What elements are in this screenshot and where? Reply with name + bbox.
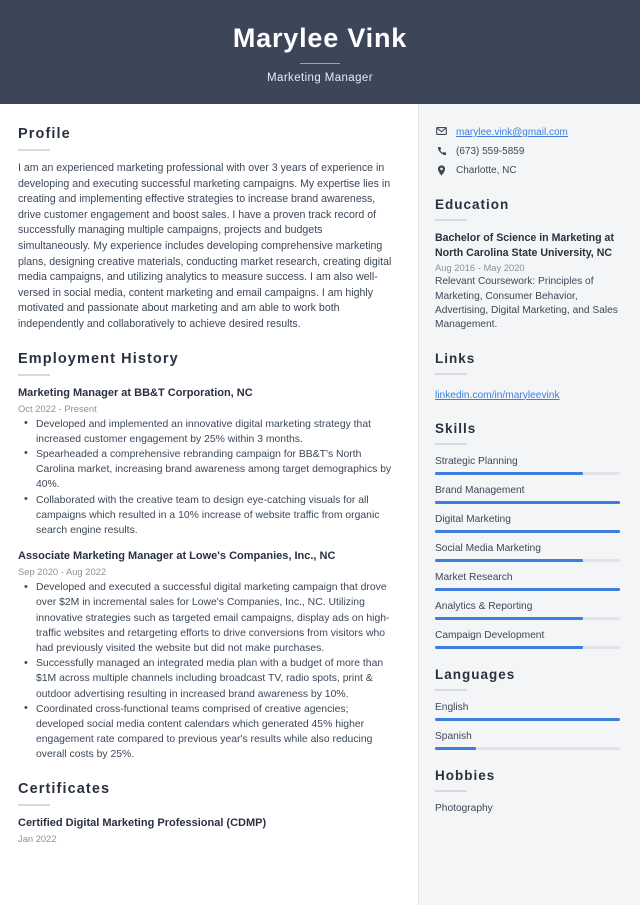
hobbies-heading: Hobbies — [435, 767, 496, 783]
job-bullet-list — [18, 417, 396, 539]
language-bar-fill — [435, 718, 620, 721]
language-label: English — [435, 701, 469, 713]
skills-heading-divider — [435, 443, 467, 445]
contact-row-location — [435, 164, 620, 177]
phone-value: (673) 559-5859 — [456, 146, 525, 157]
language-item — [435, 701, 620, 721]
job-date: Sep 2020 - Aug 2022 — [18, 566, 107, 578]
job-bullet: • Developed and executed a successful digital marketing campaign that drove over $2M in incremental sales for Lowe's Companies, Inc., NC. Utilizing innovative strategies such as targeted email campaigns, display ads on high-traffic websites and retargeting efforts to drive conversions from visitors who had previously visited the website but did not make purchases. — [18, 580, 396, 656]
section-languages — [435, 667, 620, 750]
section-links — [435, 351, 620, 403]
links-heading: Links — [435, 350, 476, 366]
language-label: Spanish — [435, 730, 472, 742]
skill-bar-fill — [435, 617, 583, 620]
profile-heading-divider — [18, 149, 50, 151]
linkedin-link[interactable]: linkedin.com/in/maryleevink — [435, 389, 560, 401]
job-entry — [18, 386, 396, 539]
skill-bar-fill — [435, 646, 583, 649]
skill-label: Brand Management — [435, 484, 525, 496]
job-bullet: • Collaborated with the creative team to design eye-catching visuals for all campaigns which resulted in a 10% increase of website traffic from organic search engine results. — [18, 493, 396, 539]
resume-body — [0, 104, 640, 905]
section-hobbies — [435, 768, 620, 816]
skill-bar-fill — [435, 559, 583, 562]
education-heading-divider — [435, 219, 467, 221]
skill-label: Market Research — [435, 571, 513, 583]
section-profile — [18, 126, 396, 333]
header-divider — [300, 63, 340, 64]
skills-heading: Skills — [435, 420, 477, 436]
skill-item — [435, 513, 620, 533]
education-title: Bachelor of Science in Marketing at North Carolina State University, NC — [435, 232, 614, 259]
skill-item — [435, 600, 620, 620]
main-column — [0, 104, 418, 905]
certificates-heading: Certificates — [18, 780, 111, 797]
education-date: Aug 2016 - May 2020 — [435, 262, 525, 274]
candidate-name: Marylee Vink — [232, 23, 408, 54]
profile-text: I am an experienced marketing professional with over 3 years of experience in developing and executing successful marketing campaigns. My expertise lies in creating and implementing effective strategies to increase brand awareness, drive customer engagement and boost sales. I have a proven track record of successfully managing multiple campaigns, projects and budgets simultaneously. My experience includes developing comprehensive marketing plans, designing creative materials, conducting market research, creating digital media campaigns, and utilizing analytics to measure success. I am also well-versed in social media, content marketing and email campaigns. I am highly motivated and passionate about marketing and am able to work both independently and collaboratively to achieve desired results. — [18, 162, 392, 330]
skill-bar-track — [435, 617, 620, 620]
job-bullet: • Developed and implemented an innovative digital marketing strategy that increased customer engagement by 25% within 3 months. — [18, 417, 396, 447]
certificates-heading-divider — [18, 804, 50, 806]
skill-bar-fill — [435, 588, 620, 591]
contact-block — [435, 126, 620, 177]
location-icon — [435, 164, 448, 176]
contact-row-email[interactable] — [435, 126, 620, 139]
skill-bar-fill — [435, 501, 620, 504]
job-title: Marketing Manager at BB&T Corporation, NC — [18, 386, 253, 399]
skill-item — [435, 455, 620, 475]
skill-label: Social Media Marketing — [435, 542, 541, 554]
job-entry — [18, 549, 396, 762]
section-education — [435, 197, 620, 333]
email-link[interactable]: marylee.vink@gmail.com — [456, 127, 568, 138]
employment-heading: Employment History — [18, 350, 179, 367]
language-bar-track — [435, 718, 620, 721]
education-description: Relevant Coursework: Principles of Marketing, Consumer Behavior, Advertising, Digital Marketing, and Sales Management. — [435, 276, 618, 331]
skill-bar-track — [435, 646, 620, 649]
skill-bar-track — [435, 559, 620, 562]
profile-heading: Profile — [18, 126, 71, 142]
skill-label: Strategic Planning — [435, 455, 518, 467]
certificate-title: Certified Digital Marketing Professional (CDMP) — [18, 816, 267, 829]
contact-row-phone — [435, 145, 620, 158]
languages-heading: Languages — [435, 666, 516, 682]
education-entry — [435, 231, 620, 333]
skill-item — [435, 484, 620, 504]
skill-bar-fill — [435, 530, 620, 533]
links-heading-divider — [435, 373, 467, 375]
skill-bar-fill — [435, 472, 583, 475]
section-employment-history — [18, 351, 396, 763]
education-heading: Education — [435, 197, 510, 212]
job-bullet: • Spearheaded a comprehensive rebranding campaign for BB&T's North Carolina market, increasing brand awareness among target demographics by 40%. — [18, 447, 396, 493]
sidebar-column — [418, 104, 640, 905]
skill-item — [435, 542, 620, 562]
section-certificates — [18, 781, 396, 844]
location-value: Charlotte, NC — [456, 165, 517, 176]
hobbies-heading-divider — [435, 790, 467, 792]
email-icon — [435, 126, 448, 135]
language-item — [435, 730, 620, 750]
skill-label: Campaign Development — [435, 629, 545, 641]
skill-item — [435, 571, 620, 591]
job-title: Associate Marketing Manager at Lowe's Companies, Inc., NC — [18, 550, 336, 563]
hobby-item: Photography — [435, 802, 493, 814]
candidate-job-title: Marketing Manager — [267, 71, 373, 84]
skill-bar-track — [435, 472, 620, 475]
skill-bar-track — [435, 588, 620, 591]
job-bullet: • Successfully managed an integrated media plan with a budget of more than $1M across multiple channels including broadcast TV, radio spots, print & outdoor advertising resulting in increased brand awareness by 10%. — [18, 656, 396, 702]
job-bullet-list — [18, 580, 396, 762]
job-date: Oct 2022 - Present — [18, 402, 97, 414]
employment-heading-divider — [18, 374, 50, 376]
skill-item — [435, 629, 620, 649]
resume-header — [0, 0, 640, 104]
skill-bar-track — [435, 530, 620, 533]
languages-heading-divider — [435, 689, 467, 691]
language-bar-fill — [435, 747, 476, 750]
job-bullet: • Coordinated cross-functional teams comprised of creative agencies; developed social media content calendars which generated 45% higher engagement rate compared to previous year's results while also reducing overall costs by 25%. — [18, 702, 396, 763]
certificate-entry — [18, 816, 396, 844]
certificate-date: Jan 2022 — [18, 832, 57, 844]
skill-bar-track — [435, 501, 620, 504]
section-skills — [435, 421, 620, 649]
phone-icon — [435, 145, 448, 156]
skill-label: Digital Marketing — [435, 513, 511, 525]
language-bar-track — [435, 747, 620, 750]
skill-label: Analytics & Reporting — [435, 600, 533, 612]
